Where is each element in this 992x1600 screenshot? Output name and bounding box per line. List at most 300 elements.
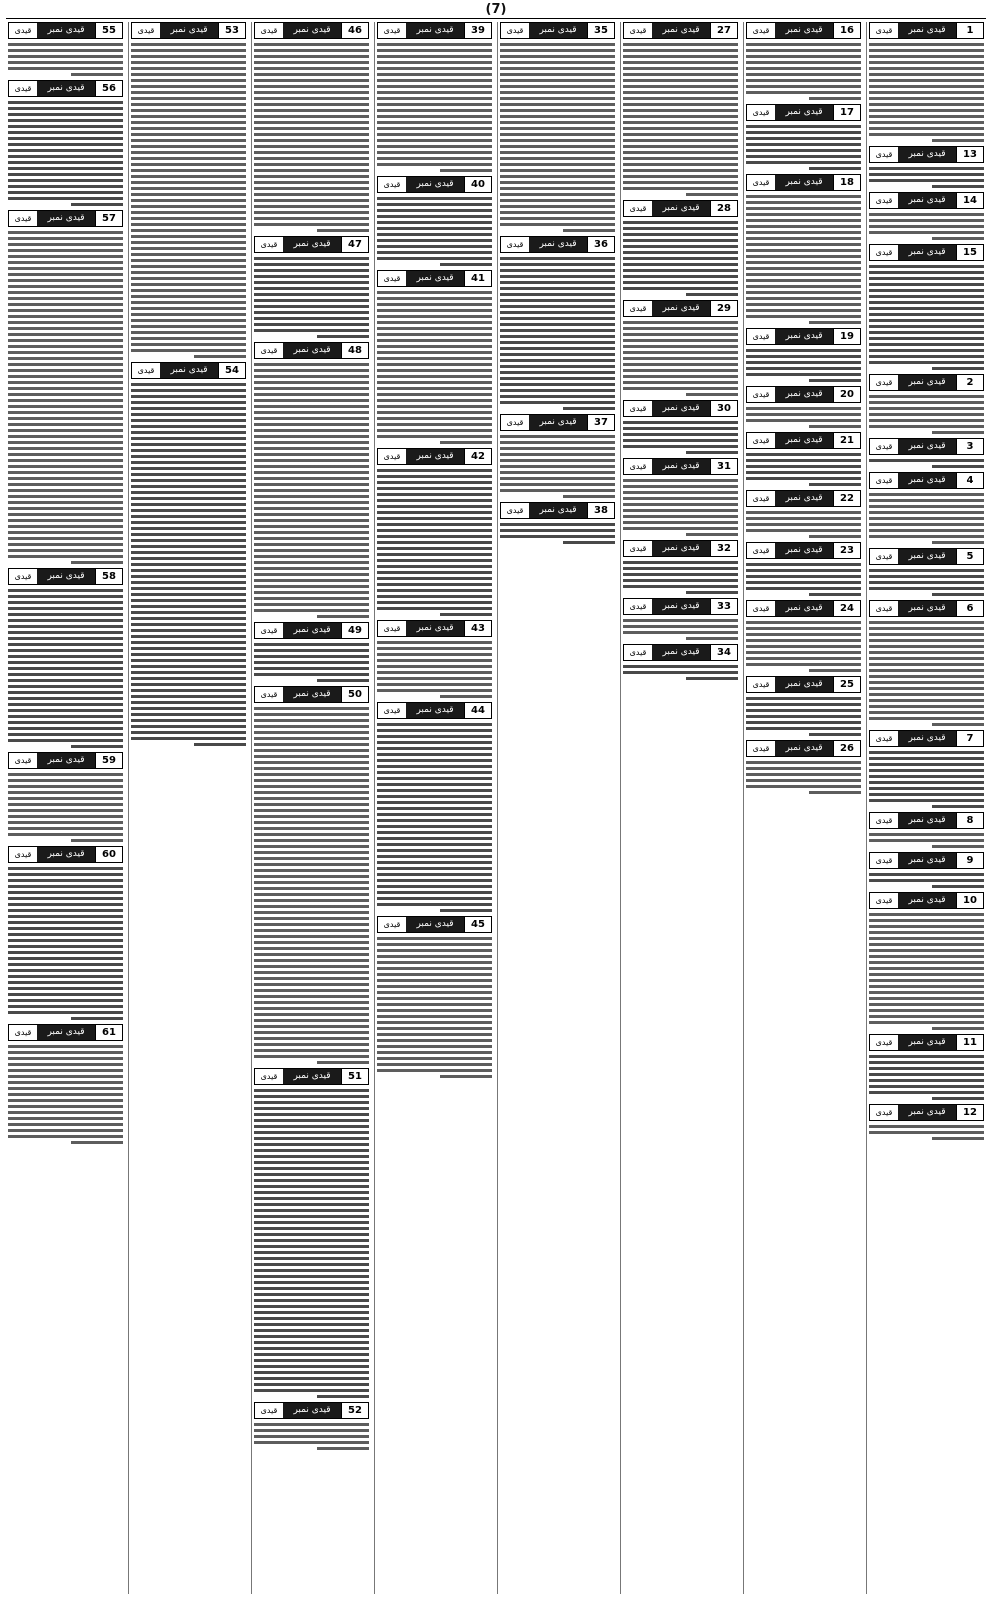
notice-kicker-short: قیدی: [747, 677, 775, 692]
notice-kicker: قیدی نمبر: [47, 849, 85, 859]
notice-number: 31: [710, 459, 737, 474]
notice-item: [8, 846, 123, 1021]
notice-header: [131, 22, 246, 39]
notice-kicker: قیدی نمبر: [785, 435, 823, 445]
notice-header: [8, 846, 123, 863]
notice-kicker: قیدی نمبر: [908, 247, 946, 257]
notice-header: [8, 80, 123, 97]
notice-kicker: قیدی نمبر: [908, 733, 946, 743]
notice-kicker-short: قیدی: [747, 433, 775, 448]
notice-kicker: قیدی نمبر: [908, 1107, 946, 1117]
notice-header: [869, 600, 984, 617]
notice-item: [8, 80, 123, 207]
notice-kicker: قیدی نمبر: [908, 377, 946, 387]
notice-number: 23: [833, 543, 860, 558]
notice-kicker: قیدی نمبر: [539, 239, 577, 249]
notice-kicker-short: قیدی: [255, 687, 283, 702]
notice-number: 13: [956, 147, 983, 162]
notice-item: [377, 916, 492, 1079]
notice-body-text: [623, 663, 738, 681]
notice-kicker-short: قیدی: [624, 645, 652, 660]
notice-header: [8, 1024, 123, 1041]
column-4: [497, 22, 617, 1594]
notice-kicker-short: قیدی: [624, 401, 652, 416]
notice-number: 22: [833, 491, 860, 506]
notice-kicker: قیدی نمبر: [416, 623, 454, 633]
notice-body-text: [254, 705, 369, 1065]
notice-item: [869, 600, 984, 727]
notice-header: [377, 620, 492, 637]
notice-body-text: [869, 871, 984, 889]
notice-number: 27: [710, 23, 737, 38]
notice-body-text: [623, 559, 738, 595]
notice-number: 46: [341, 23, 368, 38]
notice-item: [746, 386, 861, 429]
notice-item: [8, 752, 123, 843]
column-5: [374, 22, 494, 1594]
notice-body-text: [377, 935, 492, 1079]
notice-header: [869, 730, 984, 747]
notice-body-text: [377, 41, 492, 173]
notice-kicker: قیدی نمبر: [908, 25, 946, 35]
notice-kicker-short: قیدی: [870, 245, 898, 260]
notice-kicker-short: قیدی: [870, 893, 898, 908]
notice-item: [869, 730, 984, 809]
notice-number: 34: [710, 645, 737, 660]
notice-header: [254, 622, 369, 639]
notice-header: [746, 490, 861, 507]
notice-item: [254, 342, 369, 619]
notice-body-text: [869, 1123, 984, 1141]
notice-item: [254, 1068, 369, 1399]
page-number: (7): [485, 2, 507, 17]
notice-body-text: [254, 1087, 369, 1399]
notice-number: 1: [956, 23, 983, 38]
notice-number: 40: [464, 177, 491, 192]
notice-header: [254, 236, 369, 253]
notice-body-text: [623, 41, 738, 197]
notice-kicker: قیدی نمبر: [416, 25, 454, 35]
notice-item: [623, 300, 738, 397]
notice-header: [869, 892, 984, 909]
notice-kicker-short: قیدی: [132, 363, 160, 378]
column-6: [251, 22, 371, 1594]
notice-header: [377, 916, 492, 933]
column-2: [743, 22, 863, 1594]
notice-kicker: قیدی نمبر: [47, 755, 85, 765]
notice-header: [746, 386, 861, 403]
notice-item: [869, 374, 984, 435]
notice-body-text: [623, 477, 738, 537]
notice-kicker-short: قیدی: [747, 23, 775, 38]
notice-item: [377, 702, 492, 913]
notice-number: 19: [833, 329, 860, 344]
notice-kicker: قیدی نمبر: [908, 475, 946, 485]
notice-kicker: قیدی نمبر: [908, 815, 946, 825]
notice-kicker-short: قیدی: [255, 1069, 283, 1084]
notice-number: 61: [95, 1025, 122, 1040]
notice-item: [623, 22, 738, 197]
notice-number: 32: [710, 541, 737, 556]
notice-body-text: [869, 567, 984, 597]
notice-kicker-short: قیدی: [747, 543, 775, 558]
newspaper-columns: [6, 22, 986, 1594]
notice-kicker-short: قیدی: [624, 541, 652, 556]
notice-header: [869, 146, 984, 163]
notice-header: [623, 22, 738, 39]
notice-body-text: [8, 587, 123, 749]
notice-body-text: [746, 123, 861, 171]
notice-kicker: قیدی نمبر: [908, 441, 946, 451]
notice-number: 6: [956, 601, 983, 616]
notice-number: 21: [833, 433, 860, 448]
notice-body-text: [500, 521, 615, 545]
notice-header: [869, 1104, 984, 1121]
notice-item: [377, 448, 492, 617]
notice-number: 49: [341, 623, 368, 638]
notice-header: [623, 458, 738, 475]
notice-body-text: [8, 865, 123, 1021]
notice-body-text: [746, 619, 861, 673]
notice-number: 59: [95, 753, 122, 768]
notice-number: 8: [956, 813, 983, 828]
notice-kicker: قیدی نمبر: [662, 543, 700, 553]
notice-item: [746, 740, 861, 795]
notice-header: [869, 438, 984, 455]
notice-body-text: [869, 911, 984, 1031]
notice-header: [623, 200, 738, 217]
notice-kicker-short: قیدی: [747, 105, 775, 120]
notice-header: [500, 502, 615, 519]
notice-item: [869, 1034, 984, 1101]
notice-kicker: قیدی نمبر: [539, 417, 577, 427]
notice-kicker: قیدی نمبر: [662, 647, 700, 657]
notice-kicker-short: قیدی: [747, 491, 775, 506]
notice-item: [131, 22, 246, 359]
notice-kicker-short: قیدی: [378, 917, 406, 932]
notice-kicker: قیدی نمبر: [785, 331, 823, 341]
notice-kicker: قیدی نمبر: [908, 895, 946, 905]
notice-header: [254, 342, 369, 359]
notice-kicker: قیدی نمبر: [293, 625, 331, 635]
notice-item: [500, 22, 615, 233]
notice-body-text: [8, 1043, 123, 1145]
notice-item: [254, 1402, 369, 1451]
notice-kicker-short: قیدی: [747, 601, 775, 616]
notice-item: [746, 542, 861, 597]
notice-item: [131, 362, 246, 747]
notice-kicker-short: قیدی: [870, 147, 898, 162]
notice-kicker-short: قیدی: [9, 1025, 37, 1040]
notice-kicker-short: قیدی: [747, 329, 775, 344]
notice-kicker-short: قیدی: [132, 23, 160, 38]
notice-header: [746, 740, 861, 757]
notice-number: 28: [710, 201, 737, 216]
notice-kicker: قیدی نمبر: [47, 1027, 85, 1037]
notice-body-text: [869, 749, 984, 809]
notice-number: 53: [218, 23, 245, 38]
notice-header: [254, 1068, 369, 1085]
notice-kicker-short: قیدی: [624, 201, 652, 216]
notice-kicker: قیدی نمبر: [416, 179, 454, 189]
notice-body-text: [254, 1421, 369, 1451]
notice-item: [623, 200, 738, 297]
notice-header: [377, 22, 492, 39]
notice-number: 25: [833, 677, 860, 692]
notice-item: [869, 146, 984, 189]
notice-header: [8, 752, 123, 769]
notice-header: [869, 852, 984, 869]
notice-header: [8, 568, 123, 585]
notice-item: [869, 472, 984, 545]
notice-header: [746, 104, 861, 121]
notice-kicker: قیدی نمبر: [908, 1037, 946, 1047]
notice-body-text: [8, 771, 123, 843]
notice-kicker: قیدی نمبر: [908, 149, 946, 159]
notice-kicker-short: قیدی: [255, 237, 283, 252]
notice-item: [746, 432, 861, 487]
notice-kicker-short: قیدی: [255, 343, 283, 358]
notice-number: 24: [833, 601, 860, 616]
notice-kicker-short: قیدی: [501, 23, 529, 38]
notice-body-text: [869, 831, 984, 849]
notice-number: 5: [956, 549, 983, 564]
notice-body-text: [746, 347, 861, 383]
notice-kicker-short: قیدی: [747, 387, 775, 402]
notice-number: 38: [587, 503, 614, 518]
notice-number: 39: [464, 23, 491, 38]
notice-item: [623, 458, 738, 537]
notice-kicker-short: قیدی: [624, 459, 652, 474]
notice-number: 26: [833, 741, 860, 756]
notice-header: [254, 686, 369, 703]
notice-item: [623, 400, 738, 455]
notice-number: 47: [341, 237, 368, 252]
notice-body-text: [131, 41, 246, 359]
notice-body-text: [869, 1053, 984, 1101]
notice-header: [377, 270, 492, 287]
notice-kicker-short: قیدی: [870, 193, 898, 208]
notice-item: [746, 490, 861, 539]
notice-kicker-short: قیدی: [501, 415, 529, 430]
notice-kicker-short: قیدی: [747, 175, 775, 190]
notice-number: 55: [95, 23, 122, 38]
notice-kicker-short: قیدی: [9, 753, 37, 768]
notice-body-text: [746, 509, 861, 539]
notice-number: 60: [95, 847, 122, 862]
notice-item: [254, 622, 369, 683]
notice-body-text: [377, 721, 492, 913]
notice-item: [746, 600, 861, 673]
notice-kicker-short: قیدی: [378, 621, 406, 636]
notice-kicker: قیدی نمبر: [416, 919, 454, 929]
notice-body-text: [746, 405, 861, 429]
notice-kicker-short: قیدی: [378, 177, 406, 192]
notice-kicker: قیدی نمبر: [293, 1405, 331, 1415]
notice-body-text: [500, 255, 615, 411]
column-3: [620, 22, 740, 1594]
notice-body-text: [254, 255, 369, 339]
notice-number: 4: [956, 473, 983, 488]
notice-header: [623, 644, 738, 661]
notice-header: [869, 548, 984, 565]
notice-kicker: قیدی نمبر: [47, 83, 85, 93]
notice-kicker-short: قیدی: [870, 813, 898, 828]
notice-kicker-short: قیدی: [624, 23, 652, 38]
notice-item: [869, 22, 984, 143]
notice-kicker: قیدی نمبر: [785, 603, 823, 613]
notice-number: 7: [956, 731, 983, 746]
notice-kicker: قیدی نمبر: [785, 177, 823, 187]
notice-header: [869, 812, 984, 829]
notice-kicker-short: قیدی: [624, 301, 652, 316]
notice-body-text: [869, 457, 984, 469]
column-1: [866, 22, 986, 1594]
notice-body-text: [746, 695, 861, 737]
notice-kicker-short: قیدی: [378, 703, 406, 718]
notice-kicker: قیدی نمبر: [662, 25, 700, 35]
notice-header: [500, 22, 615, 39]
notice-number: 33: [710, 599, 737, 614]
notice-item: [746, 22, 861, 101]
notice-item: [254, 236, 369, 339]
notice-number: 29: [710, 301, 737, 316]
notice-kicker: قیدی نمبر: [785, 679, 823, 689]
notice-item: [254, 686, 369, 1065]
notice-kicker-short: قیدی: [870, 23, 898, 38]
notice-header: [377, 702, 492, 719]
notice-number: 42: [464, 449, 491, 464]
notice-body-text: [254, 641, 369, 683]
notice-number: 18: [833, 175, 860, 190]
notice-kicker: قیدی نمبر: [662, 203, 700, 213]
notice-item: [377, 22, 492, 173]
notice-number: 11: [956, 1035, 983, 1050]
notice-kicker-short: قیدی: [870, 549, 898, 564]
notice-kicker: قیدی نمبر: [908, 195, 946, 205]
notice-kicker-short: قیدی: [501, 237, 529, 252]
notice-kicker-short: قیدی: [9, 211, 37, 226]
notice-body-text: [746, 193, 861, 325]
notice-item: [623, 644, 738, 681]
notice-number: 36: [587, 237, 614, 252]
column-8: [6, 22, 125, 1594]
notice-body-text: [377, 195, 492, 267]
notice-item: [869, 852, 984, 889]
notice-kicker-short: قیدی: [9, 23, 37, 38]
notice-kicker: قیدی نمبر: [785, 25, 823, 35]
notice-item: [869, 548, 984, 597]
notice-kicker-short: قیدی: [9, 81, 37, 96]
notice-kicker-short: قیدی: [870, 375, 898, 390]
notice-header: [746, 600, 861, 617]
notice-number: 48: [341, 343, 368, 358]
notice-kicker: قیدی نمبر: [908, 603, 946, 613]
notice-item: [8, 1024, 123, 1145]
notice-body-text: [8, 229, 123, 565]
notice-kicker-short: قیدی: [624, 599, 652, 614]
notice-header: [254, 1402, 369, 1419]
notice-number: 41: [464, 271, 491, 286]
column-7: [128, 22, 248, 1594]
notice-body-text: [623, 219, 738, 297]
notice-header: [377, 448, 492, 465]
notice-header: [746, 432, 861, 449]
notice-header: [254, 22, 369, 39]
notice-number: 14: [956, 193, 983, 208]
notice-item: [377, 176, 492, 267]
notice-item: [869, 192, 984, 241]
notice-body-text: [746, 41, 861, 101]
notice-header: [623, 598, 738, 615]
notice-header: [623, 300, 738, 317]
notice-item: [869, 244, 984, 371]
notice-kicker-short: قیدی: [255, 1403, 283, 1418]
notice-header: [131, 362, 246, 379]
notice-header: [746, 174, 861, 191]
notice-header: [869, 244, 984, 261]
notice-item: [500, 236, 615, 411]
notice-number: 52: [341, 1403, 368, 1418]
notice-number: 17: [833, 105, 860, 120]
notice-body-text: [746, 561, 861, 597]
notice-kicker: قیدی نمبر: [785, 107, 823, 117]
notice-body-text: [869, 393, 984, 435]
notice-kicker: قیدی نمبر: [662, 601, 700, 611]
notice-kicker: قیدی نمبر: [662, 461, 700, 471]
notice-number: 43: [464, 621, 491, 636]
notice-header: [623, 540, 738, 557]
notice-body-text: [500, 41, 615, 233]
notice-kicker-short: قیدی: [870, 601, 898, 616]
notice-header: [8, 22, 123, 39]
notice-kicker-short: قیدی: [870, 1035, 898, 1050]
notice-body-text: [623, 419, 738, 455]
notice-kicker-short: قیدی: [255, 23, 283, 38]
notice-body-text: [746, 451, 861, 487]
notice-number: 50: [341, 687, 368, 702]
notice-item: [869, 892, 984, 1031]
notice-number: 16: [833, 23, 860, 38]
notice-kicker: قیدی نمبر: [785, 743, 823, 753]
notice-number: 2: [956, 375, 983, 390]
notice-item: [254, 22, 369, 233]
notice-kicker: قیدی نمبر: [539, 25, 577, 35]
notice-number: 12: [956, 1105, 983, 1120]
notice-number: 44: [464, 703, 491, 718]
notice-item: [869, 438, 984, 469]
notice-body-text: [869, 165, 984, 189]
notice-kicker-short: قیدی: [9, 569, 37, 584]
notice-kicker: قیدی نمبر: [293, 345, 331, 355]
notice-header: [746, 328, 861, 345]
notice-item: [746, 676, 861, 737]
notice-number: 30: [710, 401, 737, 416]
notice-item: [377, 620, 492, 699]
notice-body-text: [377, 467, 492, 617]
notice-number: 37: [587, 415, 614, 430]
notice-kicker-short: قیدی: [870, 473, 898, 488]
notice-header: [746, 542, 861, 559]
notice-header: [377, 176, 492, 193]
notice-kicker: قیدی نمبر: [170, 25, 208, 35]
notice-item: [869, 1104, 984, 1141]
notice-item: [377, 270, 492, 445]
notice-item: [746, 104, 861, 171]
notice-kicker: قیدی نمبر: [416, 451, 454, 461]
notice-number: 15: [956, 245, 983, 260]
notice-kicker: قیدی نمبر: [416, 705, 454, 715]
